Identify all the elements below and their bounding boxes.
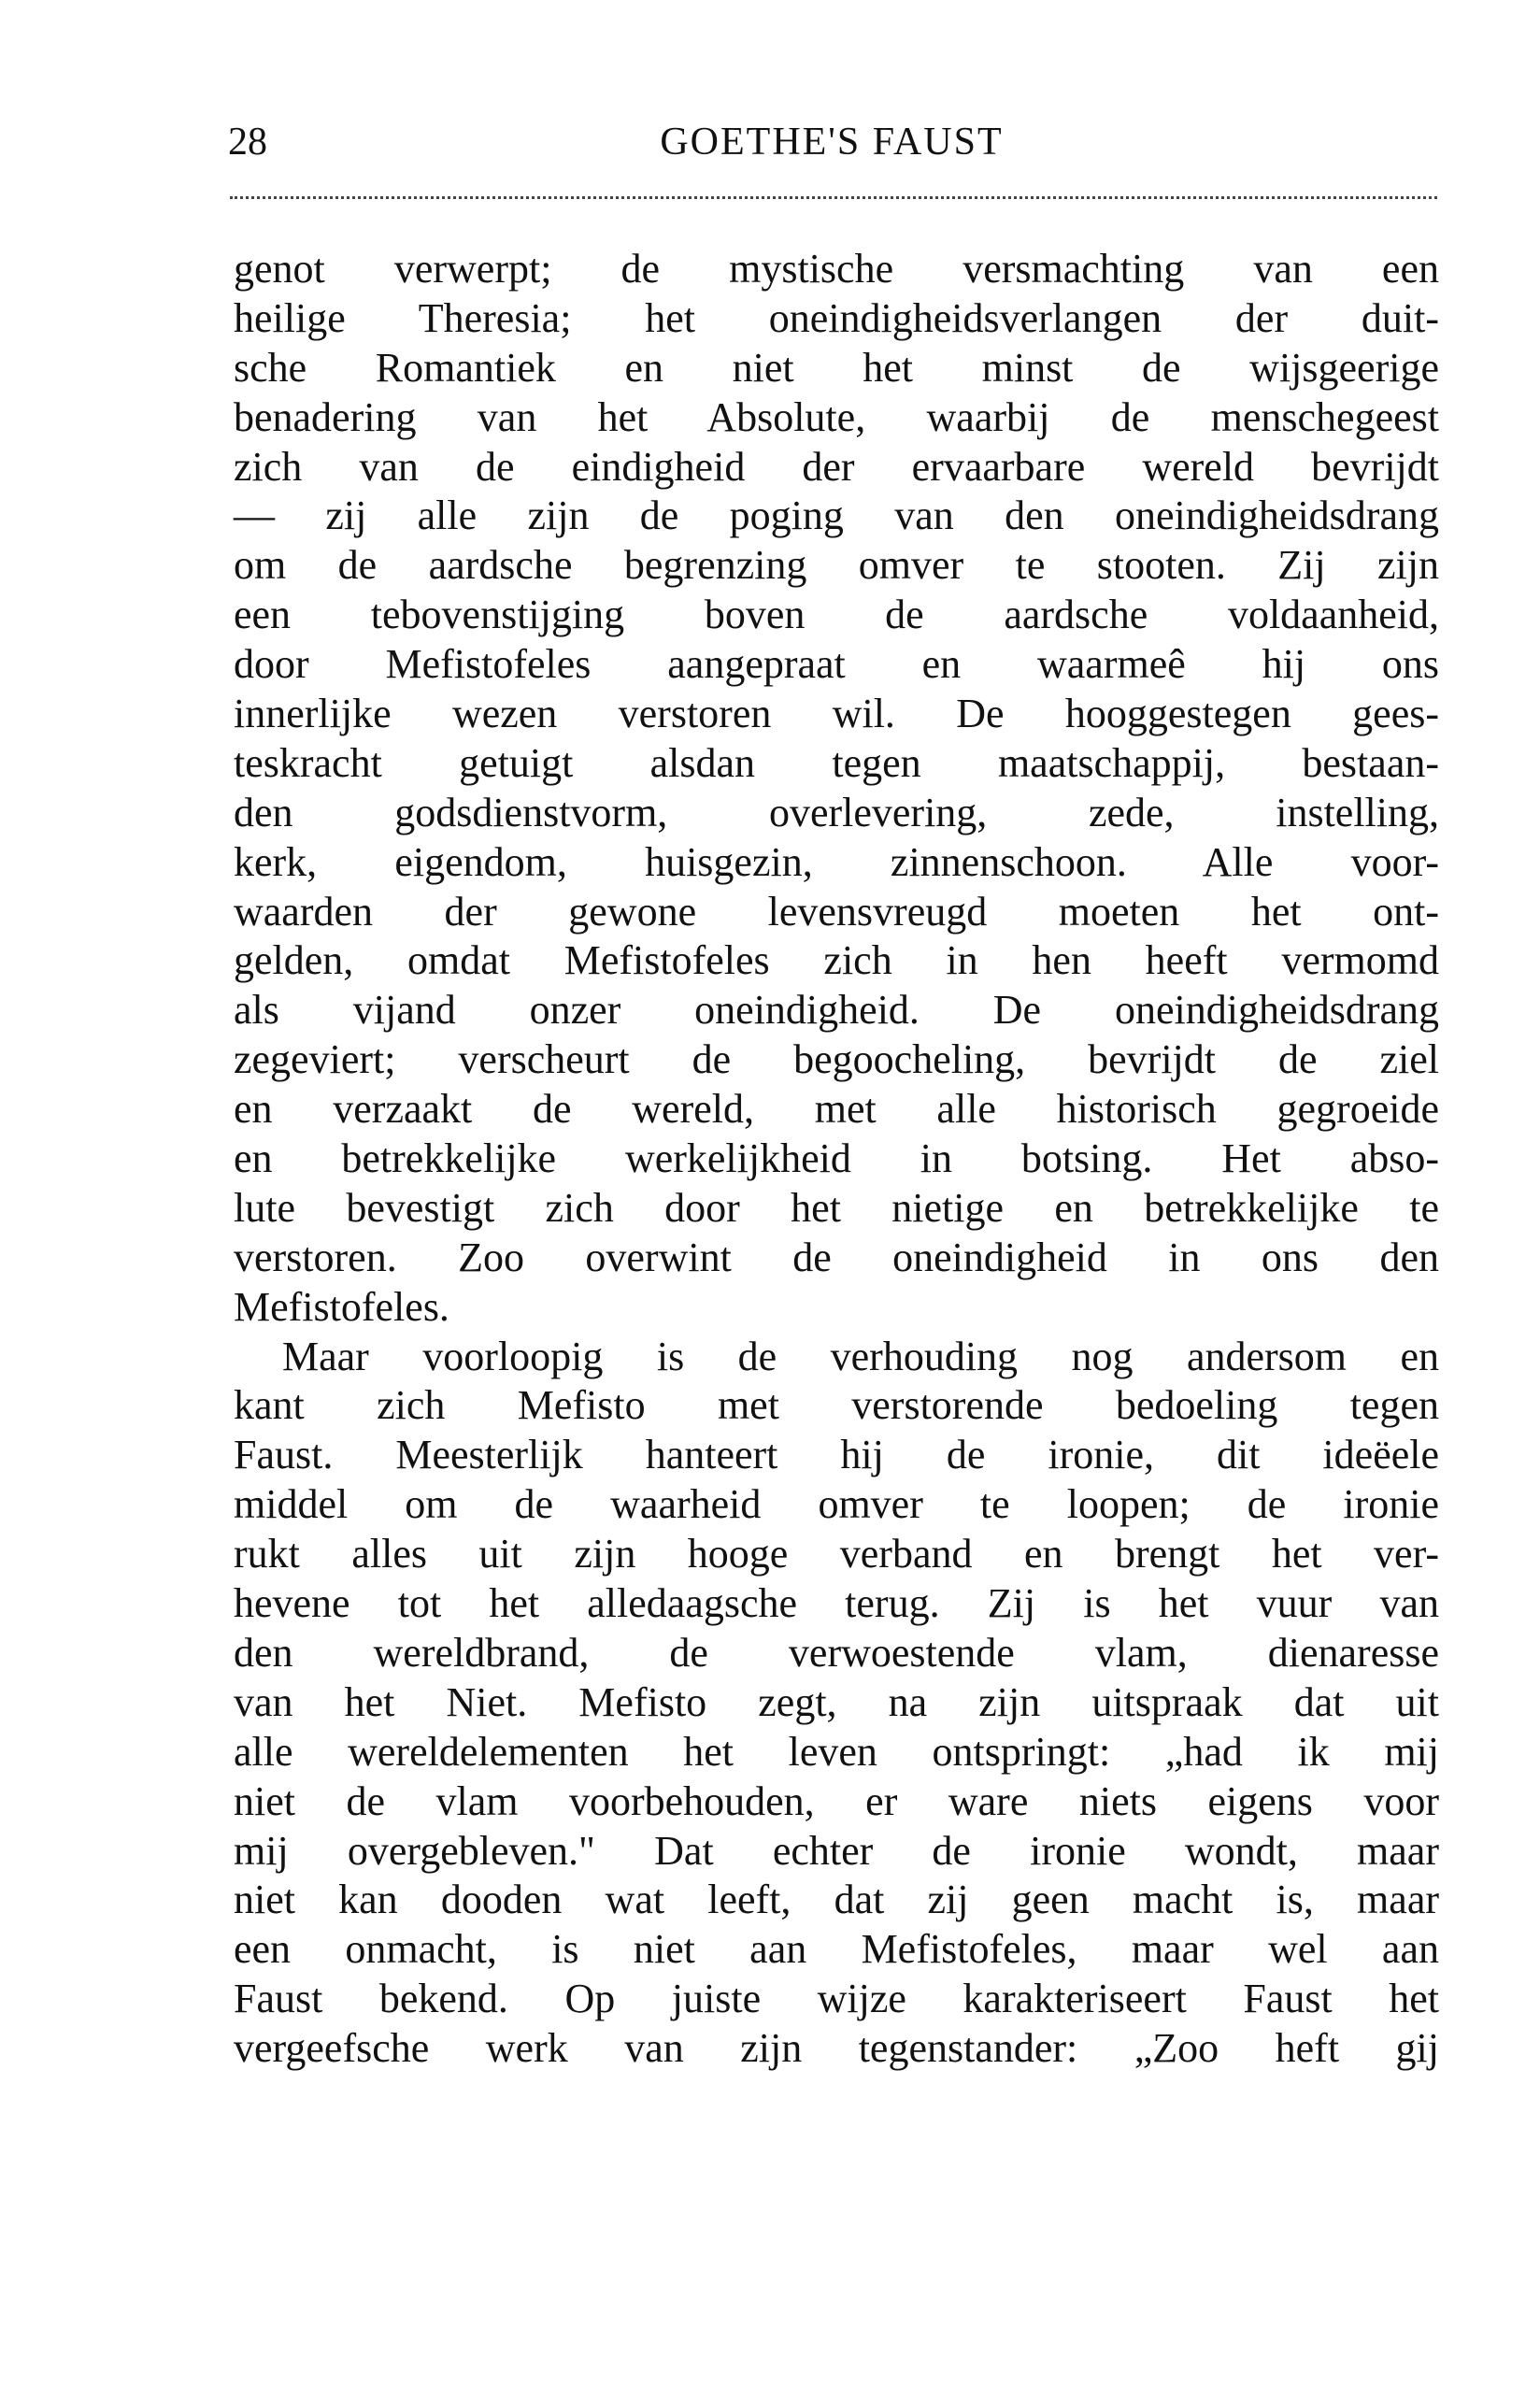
text-line: om de aardsche begrenzing omver te stooten. Zij zijn bbox=[234, 542, 1439, 589]
text-line: niet de vlam voorbehouden, er ware niets eigens voor bbox=[234, 1777, 1439, 1824]
text-line: als vijand onzer oneindigheid. De oneindigheidsdrang bbox=[234, 987, 1439, 1034]
text-line: een tebovenstijging boven de aardsche voldaanheid, bbox=[234, 592, 1439, 638]
text-line: teskracht getuigt alsdan tegen maatschappij, bestaan- bbox=[234, 739, 1439, 786]
text-line: innerlijke wezen verstoren wil. De hooggestegen gees- bbox=[234, 691, 1439, 737]
text-line: een onmacht, is niet aan Mefistofeles, maar wel aan bbox=[234, 1926, 1439, 1973]
text-line: alle wereldelementen het leven ontspringt: „had ik mij bbox=[234, 1728, 1439, 1775]
text-line: waarden der gewone levensvreugd moeten het ont- bbox=[234, 888, 1439, 935]
running-head: GOETHE'S FAUST bbox=[660, 121, 1004, 164]
text-line: den wereldbrand, de verwoestende vlam, dienaresse bbox=[234, 1629, 1439, 1676]
text-line: sche Romantiek en niet het minst de wijsgeerige bbox=[234, 344, 1439, 391]
dotted-rule bbox=[230, 196, 1437, 199]
text-line: en verzaakt de wereld, met alle historisch gegroeide bbox=[234, 1086, 1439, 1133]
text-line: lute bevestigt zich door het nietige en betrekkelijke te bbox=[234, 1184, 1439, 1231]
text-line: hevene tot het alledaagsche terug. Zij is het vuur van bbox=[234, 1580, 1439, 1627]
text-line: Mefistofeles. bbox=[234, 1283, 449, 1330]
body-text bbox=[234, 245, 1439, 2074]
text-line: den godsdienstvorm, overlevering, zede, instelling, bbox=[234, 789, 1439, 835]
text-line: gelden, omdat Mefistofeles zich in hen heeft vermomd bbox=[234, 937, 1439, 984]
text-line: benadering van het Absolute, waarbij de menschegeest bbox=[234, 393, 1439, 440]
text-line: en betrekkelijke werkelijkheid in botsing. Het abso- bbox=[234, 1135, 1439, 1182]
text-line: door Mefistofeles aangepraat en waarmeê hij ons bbox=[234, 641, 1439, 688]
text-line: Faust. Meesterlijk hanteert hij de ironie, dit ideëele bbox=[234, 1432, 1439, 1478]
text-line: Maar voorloopig is de verhouding nog andersom en bbox=[282, 1333, 1439, 1379]
page-number: 28 bbox=[228, 121, 267, 164]
text-line: zegeviert; verscheurt de begoocheling, bevrijdt de ziel bbox=[234, 1036, 1439, 1083]
text-line: heilige Theresia; het oneindigheidsverlangen der duit- bbox=[234, 294, 1439, 341]
text-line: mij overgebleven." Dat echter de ironie wondt, maar bbox=[234, 1827, 1439, 1874]
text-line: middel om de waarheid omver te loopen; de ironie bbox=[234, 1481, 1439, 1528]
text-line: van het Niet. Mefisto zegt, na zijn uitspraak dat uit bbox=[234, 1678, 1439, 1725]
text-line: rukt alles uit zijn hooge verband en brengt het ver- bbox=[234, 1531, 1439, 1577]
text-line: — zij alle zijn de poging van den oneindigheidsdrang bbox=[234, 492, 1439, 539]
text-line: kerk, eigendom, huisgezin, zinnenschoon. Alle voor- bbox=[234, 838, 1439, 885]
text-line: niet kan dooden wat leeft, dat zij geen macht is, maar bbox=[234, 1877, 1439, 1923]
text-line: verstoren. Zoo overwint de oneindigheid in ons den bbox=[234, 1234, 1439, 1280]
text-line: vergeefsche werk van zijn tegenstander: „Zoo heft gij bbox=[234, 2025, 1439, 2072]
text-line: genot verwerpt; de mystische versmachting van een bbox=[234, 246, 1439, 292]
text-line: zich van de eindigheid der ervaarbare wereld bevrijdt bbox=[234, 443, 1439, 490]
text-line: Faust bekend. Op juiste wijze karakteriseert Faust het bbox=[234, 1976, 1439, 2022]
text-line: kant zich Mefisto met verstorende bedoeling tegen bbox=[234, 1382, 1439, 1429]
